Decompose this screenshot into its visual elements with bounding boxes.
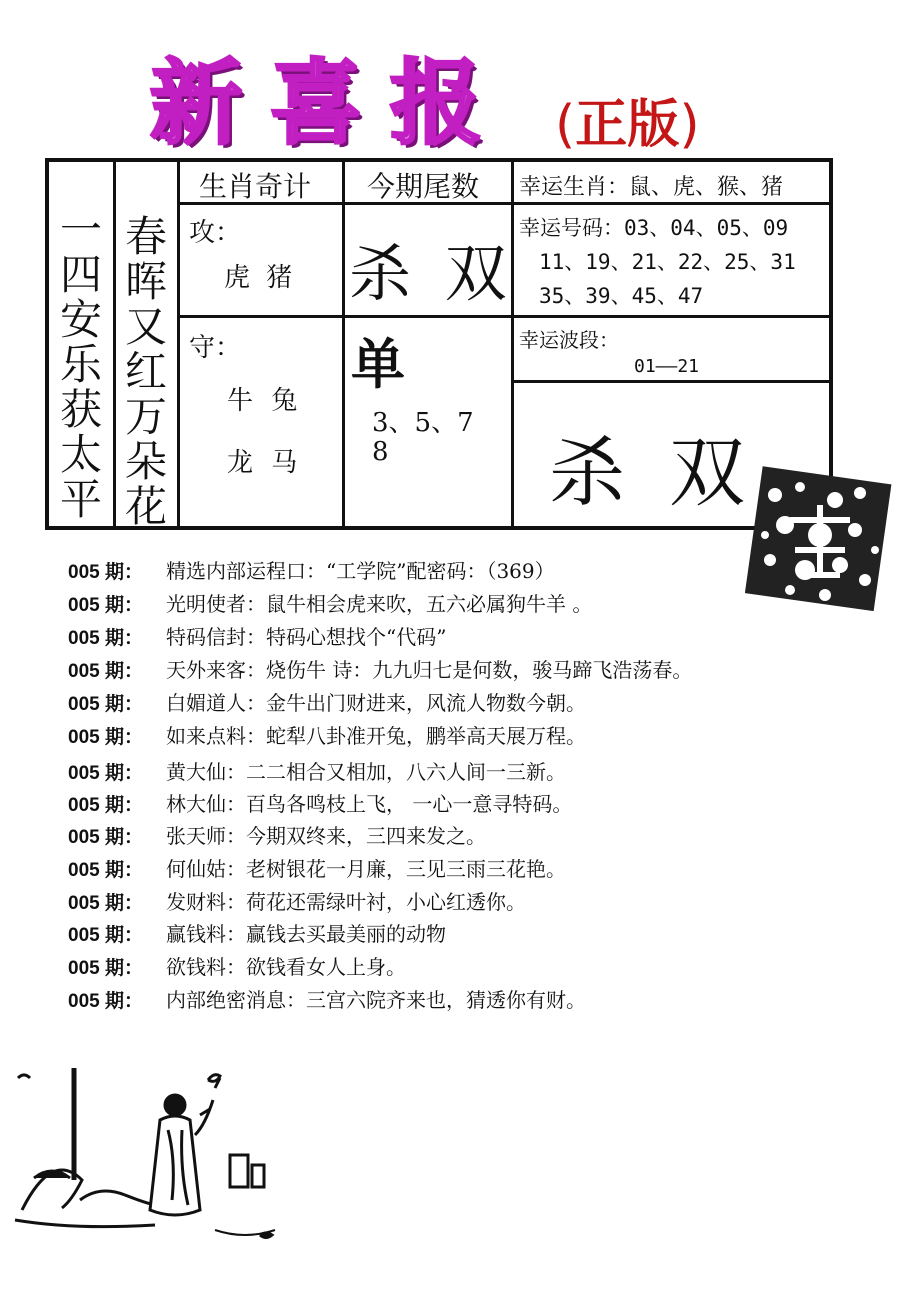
list-item xyxy=(68,555,555,584)
divider xyxy=(113,162,116,526)
divider xyxy=(511,380,833,383)
list-item xyxy=(68,788,572,817)
list-item-number: 005 xyxy=(68,727,100,748)
list-item-number: 005 xyxy=(68,694,100,715)
list-item-text: 林大仙：百鸟各鸣枝上飞， 一心一意寻特码。 xyxy=(166,792,573,816)
list-item-qi: 期： xyxy=(104,957,143,979)
defend-row2: 龙 马 xyxy=(227,448,298,478)
vertical-slogan-right: 春晖又红万朵花 xyxy=(124,212,167,531)
list-item-qi: 期： xyxy=(104,594,143,616)
defend-label: 守： xyxy=(189,333,242,363)
list-item-qi: 期： xyxy=(104,794,143,816)
list-item xyxy=(68,621,446,650)
list-item-number: 005 xyxy=(68,925,100,946)
vertical-slogan-left: 一四安乐获太平 xyxy=(59,205,102,524)
attack-label: 攻： xyxy=(189,218,242,248)
defend-row1: 牛 兔 xyxy=(227,386,298,416)
list-item-qi: 期： xyxy=(104,627,143,649)
divider xyxy=(342,162,345,526)
stamp-icon xyxy=(745,465,895,615)
list-item-number: 005 xyxy=(68,763,100,784)
divider xyxy=(511,315,833,318)
lucky-numbers-row1: 03、04、05、09 xyxy=(624,216,789,240)
list-item-text: 如来点料：蛇犁八卦准开兔，鹏举高天展万程。 xyxy=(166,724,586,748)
odd-label: 单 xyxy=(351,333,405,396)
list-item-text: 内部绝密消息：三宫六院齐来也，猜透你有财。 xyxy=(166,988,586,1012)
lucky-zodiac: 幸运生肖：鼠、虎、猴、猪 xyxy=(519,175,784,200)
list-item-number: 005 xyxy=(68,958,100,979)
list-item-qi: 期： xyxy=(104,693,143,715)
list-item-number: 005 xyxy=(68,661,100,682)
kill-top: 杀 双 xyxy=(349,237,507,310)
list-item-qi: 期： xyxy=(104,762,143,784)
list-item-text: 发财料：荷花还需绿叶衬，小心红透你。 xyxy=(166,890,526,914)
divider xyxy=(511,162,514,526)
lucky-numbers-row3: 35、39、45、47 xyxy=(539,284,704,308)
lucky-numbers xyxy=(519,212,788,242)
list-item-text: 赢钱料：赢钱去买最美丽的动物 xyxy=(166,922,446,946)
list-item-qi: 期： xyxy=(104,892,143,914)
attack-animals: 虎 猪 xyxy=(224,263,293,293)
list-item-text: 黄大仙：二二相合又相加，八六人间一三新。 xyxy=(166,760,566,784)
lucky-numbers-row2: 11、19、21、22、25、31 xyxy=(539,250,796,274)
edition-badge: (正版) xyxy=(555,95,700,155)
page-title: 新喜报 xyxy=(150,49,511,157)
divider xyxy=(180,315,511,318)
list-item-number: 005 xyxy=(68,595,100,616)
list-item-number: 005 xyxy=(68,827,100,848)
list-item-text: 何仙姑：老树银花一月廉，三见三雨三花艳。 xyxy=(166,857,566,881)
list-item-qi: 期： xyxy=(104,990,143,1012)
list-item xyxy=(68,951,406,980)
list-item-number: 005 xyxy=(68,562,100,583)
list-item-qi: 期： xyxy=(104,826,143,848)
list-item xyxy=(68,588,592,617)
lucky-wave-range: 01——21 xyxy=(634,356,700,377)
header-tail: 今期尾数 xyxy=(367,170,480,203)
list-item-number: 005 xyxy=(68,991,100,1012)
edition-label: 正版 xyxy=(575,95,680,155)
list-item-qi: 期： xyxy=(104,660,143,682)
info-table xyxy=(45,158,833,530)
list-item xyxy=(68,853,566,882)
lucky-wave-label: 幸运波段： xyxy=(519,328,619,352)
list-item xyxy=(68,687,586,716)
list-item-text: 特码信封：特码心想找个“代码” xyxy=(166,625,447,649)
list-item-qi: 期： xyxy=(104,726,143,748)
list-item-text: 欲钱料：欲钱看女人上身。 xyxy=(166,955,406,979)
list-item-text: 天外来客：烧伤牛 诗：九九归七是何数，骏马蹄飞浩荡春。 xyxy=(166,658,693,682)
list-item-number: 005 xyxy=(68,795,100,816)
list-item xyxy=(68,756,566,785)
lucky-numbers-label: 幸运号码： xyxy=(519,216,624,240)
list-item-number: 005 xyxy=(68,628,100,649)
odd-row1: 3、5、7 xyxy=(372,408,474,438)
odd-row2: 8 xyxy=(372,437,389,467)
list-item xyxy=(68,886,526,915)
list-item-text: 白媚道人：金牛出门财进来，风流人物数今朝。 xyxy=(166,691,586,715)
list-item-number: 005 xyxy=(68,893,100,914)
list-item-text: 张天师：今期双终来，三四来发之。 xyxy=(166,824,486,848)
list-item-qi: 期： xyxy=(104,561,143,583)
list-item xyxy=(68,984,586,1013)
list-item-text: 精选内部运程口：“工学院”配密码：（369） xyxy=(166,559,555,583)
list-item xyxy=(68,654,692,683)
header-zodiac: 生肖奇计 xyxy=(199,170,312,203)
list-item xyxy=(68,720,586,749)
figure-illustration xyxy=(10,1060,300,1255)
kill-bottom: 杀 双 xyxy=(549,428,746,517)
list-item-qi: 期： xyxy=(104,924,143,946)
list-item xyxy=(68,918,446,947)
list-item xyxy=(68,820,486,849)
divider xyxy=(177,162,180,526)
list-item-number: 005 xyxy=(68,860,100,881)
list-item-qi: 期： xyxy=(104,859,143,881)
list-item-text: 光明使者：鼠牛相会虎来吹，五六必属狗牛羊 。 xyxy=(166,592,593,616)
